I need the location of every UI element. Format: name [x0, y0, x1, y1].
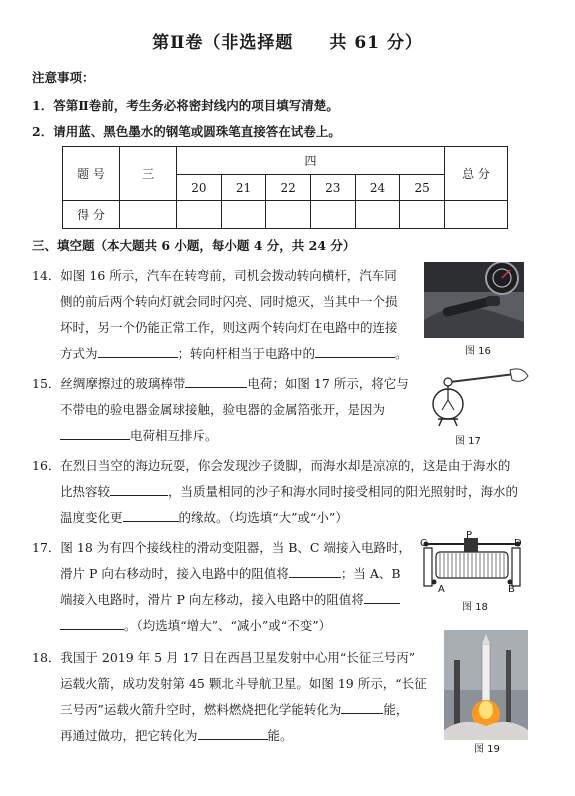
score-table-qnum: 23 [310, 175, 355, 201]
score-cell[interactable] [355, 201, 400, 229]
figure-18-label-b: B [508, 584, 515, 595]
score-cell[interactable] [266, 201, 311, 229]
score-table-qnum: 24 [355, 175, 400, 201]
figure-16-caption: 图 16 [465, 346, 491, 357]
q14-line-1: 14．如图 16 所示，汽车在转弯前，司机会拨动转向横杆，汽车同 [32, 268, 397, 283]
q18-text: 能， [383, 702, 409, 717]
score-cell[interactable] [400, 201, 445, 229]
q17-line-4 [60, 616, 331, 634]
q16-answer-blank-1[interactable] [110, 483, 168, 496]
q15-text: 15．丝绸摩擦过的玻璃棒带 [32, 376, 186, 391]
score-table-section-3: 三 [120, 147, 177, 201]
q14-text: 方式为 [60, 346, 98, 361]
score-table-section-4: 四 [177, 147, 445, 175]
score-table-label-score: 得 分 [63, 201, 120, 229]
score-table [62, 146, 508, 229]
q14-text: ；转向杆相当于电路中的 [177, 346, 316, 361]
q17-answer-blank-2-cont[interactable] [60, 617, 124, 630]
q16-line-3 [60, 508, 348, 526]
q16-text: ，当质量相同的沙子和海水同时接受相同的阳光照射时，海水的 [168, 484, 519, 499]
score-cell[interactable] [177, 201, 222, 229]
figure-18-caption: 图 18 [462, 602, 488, 613]
q17-text: 。（均选填“增大”、“减小”或“不变”） [124, 618, 332, 633]
q18-answer-blank-1[interactable] [341, 701, 383, 714]
figure-18-label-a: A [438, 584, 445, 595]
score-cell[interactable] [310, 201, 355, 229]
q14-line-4 [60, 344, 408, 362]
q15-answer-blank-1[interactable] [185, 375, 247, 388]
q18-line-3 [60, 700, 408, 718]
q15-answer-blank-2[interactable] [60, 427, 130, 440]
score-table-qnum: 20 [177, 175, 222, 201]
q18-line-1: 18．我国于 2019 年 5 月 17 日在西昌卫星发射中心用“长征三号丙” [32, 650, 416, 665]
score-table-total: 总 分 [445, 147, 508, 201]
figure-18-label-p: P [466, 530, 473, 541]
q18-line-4 [60, 726, 293, 744]
score-table-qnum: 22 [266, 175, 311, 201]
score-cell[interactable] [221, 201, 266, 229]
q18-text: 三号丙”运载火箭升空时，燃料燃烧把化学能转化为 [60, 702, 342, 717]
q16-text: 温度变化更 [60, 510, 123, 525]
note-1: 1．答第Ⅱ卷前，考生务必将密封线内的项目填写清楚。 [32, 98, 339, 113]
figure-17-caption: 图 17 [455, 436, 481, 447]
notes-heading: 注意事项： [32, 70, 95, 85]
q17-line-1: 17．图 18 为有四个接线柱的滑动变阻器，当 B、C 端接入电路时， [32, 540, 411, 555]
q16-text: 比热容较 [60, 484, 111, 499]
figure-19-rocket-launch [444, 630, 528, 740]
q14-line-2: 侧的前后两个转向灯就会同时闪亮、同时熄灭，当其中一个损 [60, 294, 398, 309]
q17-text: 端接入电路时，滑片 P 向左移动，接入电路中的阻值将 [60, 592, 364, 607]
note-2: 2．请用蓝、黑色墨水的钢笔或圆珠笔直接答在试卷上。 [32, 124, 341, 139]
q14-line-3: 坏时，另一个仍能正常工作，则这两个转向灯在电路中的连接 [60, 320, 398, 335]
q18-answer-blank-2[interactable] [198, 727, 268, 740]
score-cell[interactable] [445, 201, 508, 229]
score-table-qnum: 21 [221, 175, 266, 201]
section-heading: 三、填空题（本大题共 6 小题，每小题 4 分，共 24 分） [32, 238, 356, 253]
figure-18-label-c: C [420, 538, 427, 549]
q16-text: 的缘故。（均选填“大”或“小”） [178, 510, 348, 525]
q16-line-2 [60, 482, 518, 500]
q17-text: ；当 A、B [340, 566, 401, 581]
score-cell[interactable] [120, 201, 177, 229]
figure-16-steering-lever [424, 262, 524, 338]
figure-18-label-d: D [514, 538, 522, 549]
q17-line-2 [60, 564, 401, 582]
q15-line-2: 不带电的验电器金属球接触，验电器的金属箔张开，是因为 [60, 402, 386, 417]
q16-answer-blank-2[interactable] [123, 509, 179, 522]
q18-text: 再通过做功，把它转化为 [60, 728, 198, 743]
score-table-label-question: 题 号 [63, 147, 120, 201]
q16-line-1: 16．在烈日当空的海边玩耍，你会发现沙子烫脚，而海水却是凉凉的，这是由于海水的 [32, 458, 511, 473]
q14-answer-blank-1[interactable] [98, 345, 178, 358]
q18-text: 能。 [267, 728, 293, 743]
q14-answer-blank-2[interactable] [315, 345, 395, 358]
q18-line-2: 运载火箭，成功发射第 45 颗北斗导航卫星。如图 19 所示，“长征 [60, 676, 427, 691]
figure-19-caption: 图 19 [474, 744, 500, 755]
q15-line-1 [32, 374, 409, 392]
q14-text: 。 [395, 346, 408, 361]
q15-line-3 [60, 426, 218, 444]
page-title: 第Ⅱ卷（非选择题 共 61 分） [152, 33, 423, 53]
q17-text: 滑片 P 向右移动时，接入电路中的阻值将 [60, 566, 289, 581]
q17-answer-blank-1[interactable] [289, 565, 341, 578]
q15-text: 电荷；如图 17 所示，将它与 [247, 376, 409, 391]
q17-line-3 [60, 590, 400, 608]
q17-answer-blank-2[interactable] [364, 591, 400, 604]
q15-text: 电荷相互排斥。 [130, 428, 218, 443]
score-table-qnum: 25 [400, 175, 445, 201]
figure-17-electroscope [430, 362, 530, 428]
